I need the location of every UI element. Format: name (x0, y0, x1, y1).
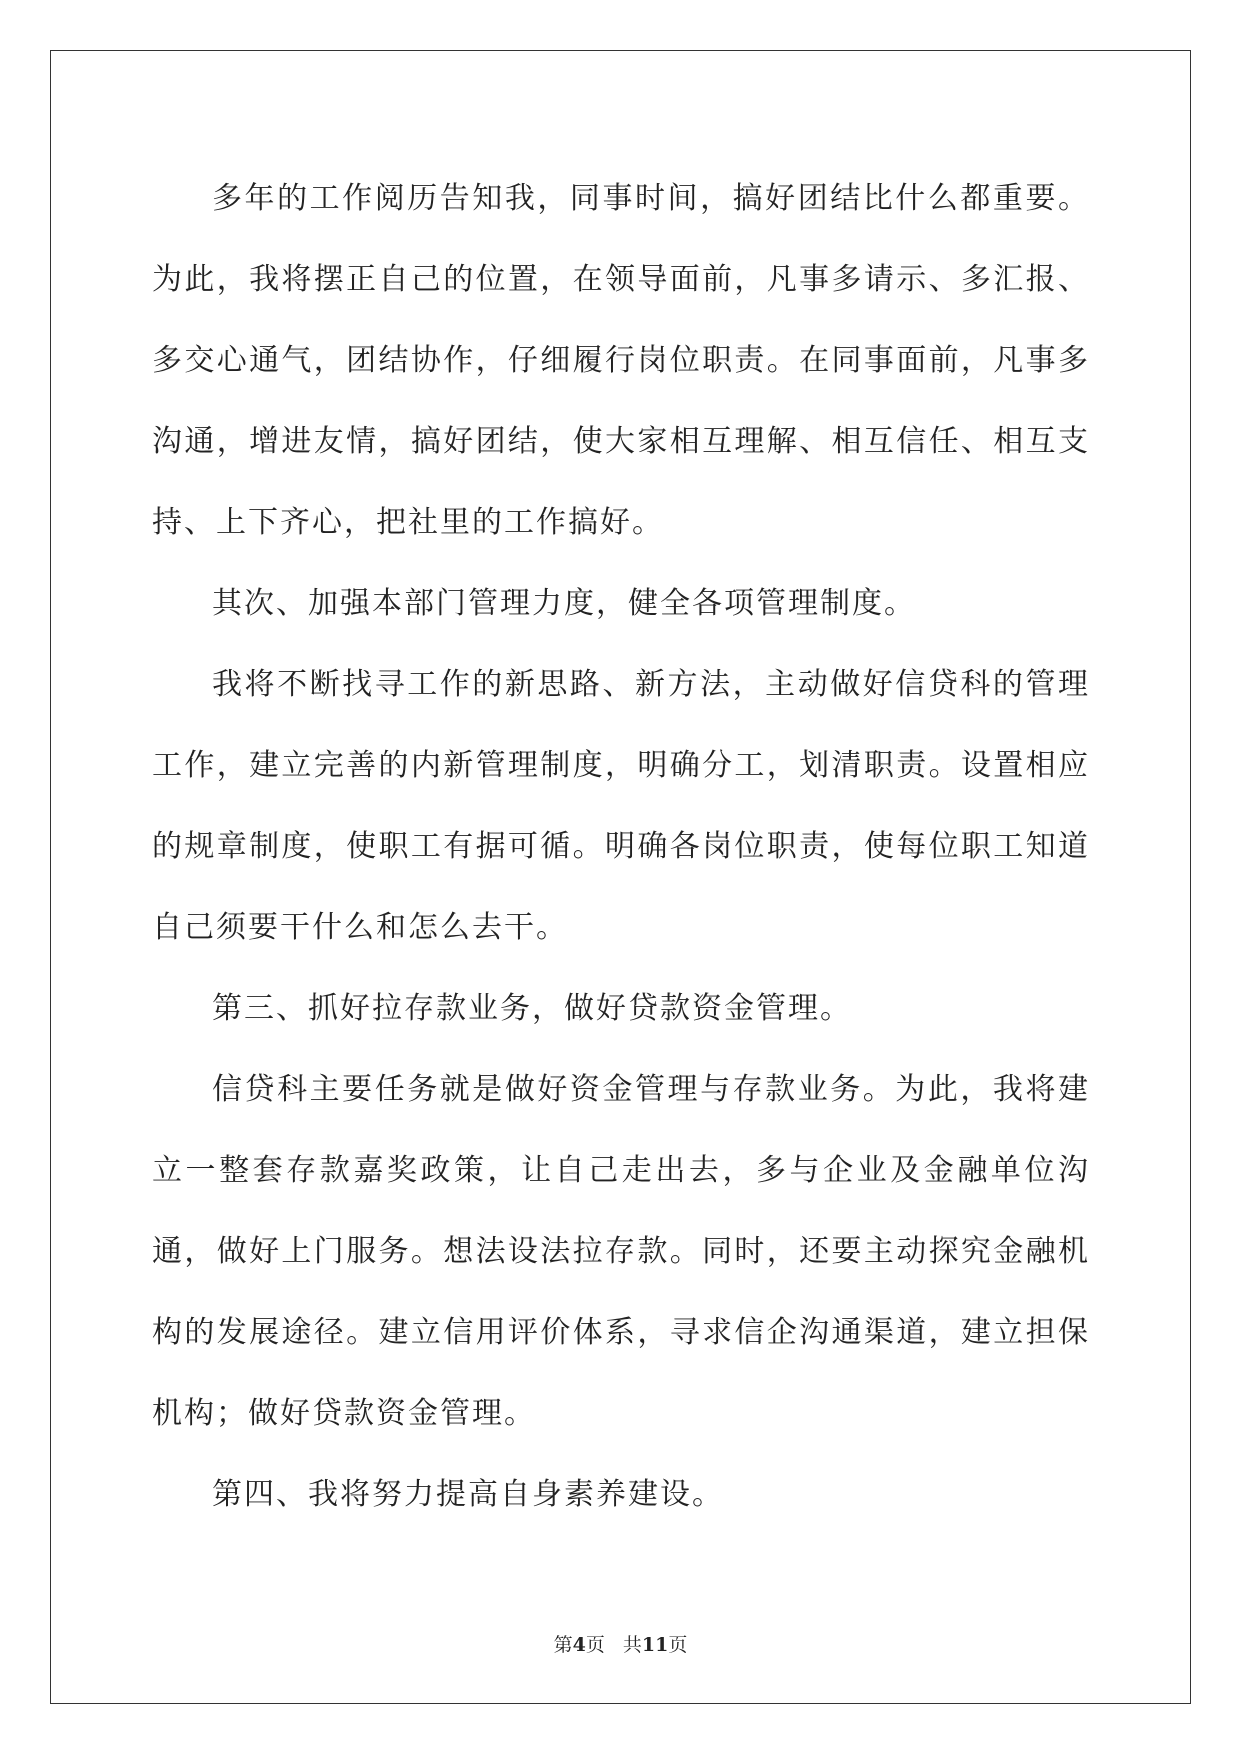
paragraph: 多年的工作阅历告知我，同事时间，搞好团结比什么都重要。为此，我将摆正自己的位置，在领导面前，凡事多请示、多汇报、多交心通气，团结协作，仔细履行岗位职责。在同事面前，凡事多沟通，增进友情，搞好团结，使大家相互理解、相互信任、相互支持、上下齐心，把社里的工作搞好。 (152, 181, 1090, 540)
paragraph: 我将不断找寻工作的新思路、新方法，主动做好信贷科的管理工作，建立完善的内新管理制度，明确分工，划清职责。设置相应的规章制度，使职工有据可循。明确各岗位职责，使每位职工知道自己须要干什么和怎么去干。 (152, 667, 1090, 945)
current-page-number: 4 (572, 1634, 586, 1656)
document-body (152, 158, 1090, 1535)
paragraph: 其次、加强本部门管理力度，健全各项管理制度。 (212, 586, 916, 621)
page-suffix: 页 (585, 1634, 605, 1656)
paragraph: 第四、我将努力提高自身素养建设。 (212, 1477, 724, 1512)
total-prefix: 共 (622, 1634, 642, 1656)
total-page-count: 11 (641, 1634, 669, 1656)
page-footer (0, 1630, 1241, 1657)
paragraph: 信贷科主要任务就是做好资金管理与存款业务。为此，我将建立一整套存款嘉奖政策，让自己走出去，多与企业及金融单位沟通，做好上门服务。想法设法拉存款。同时，还要主动探究金融机构的发展途径。建立信用评价体系，寻求信企沟通渠道，建立担保机构；做好贷款资金管理。 (152, 1072, 1090, 1431)
page-prefix: 第 (553, 1634, 573, 1656)
total-suffix: 页 (668, 1634, 688, 1656)
paragraph: 第三、抓好拉存款业务，做好贷款资金管理。 (212, 991, 852, 1026)
